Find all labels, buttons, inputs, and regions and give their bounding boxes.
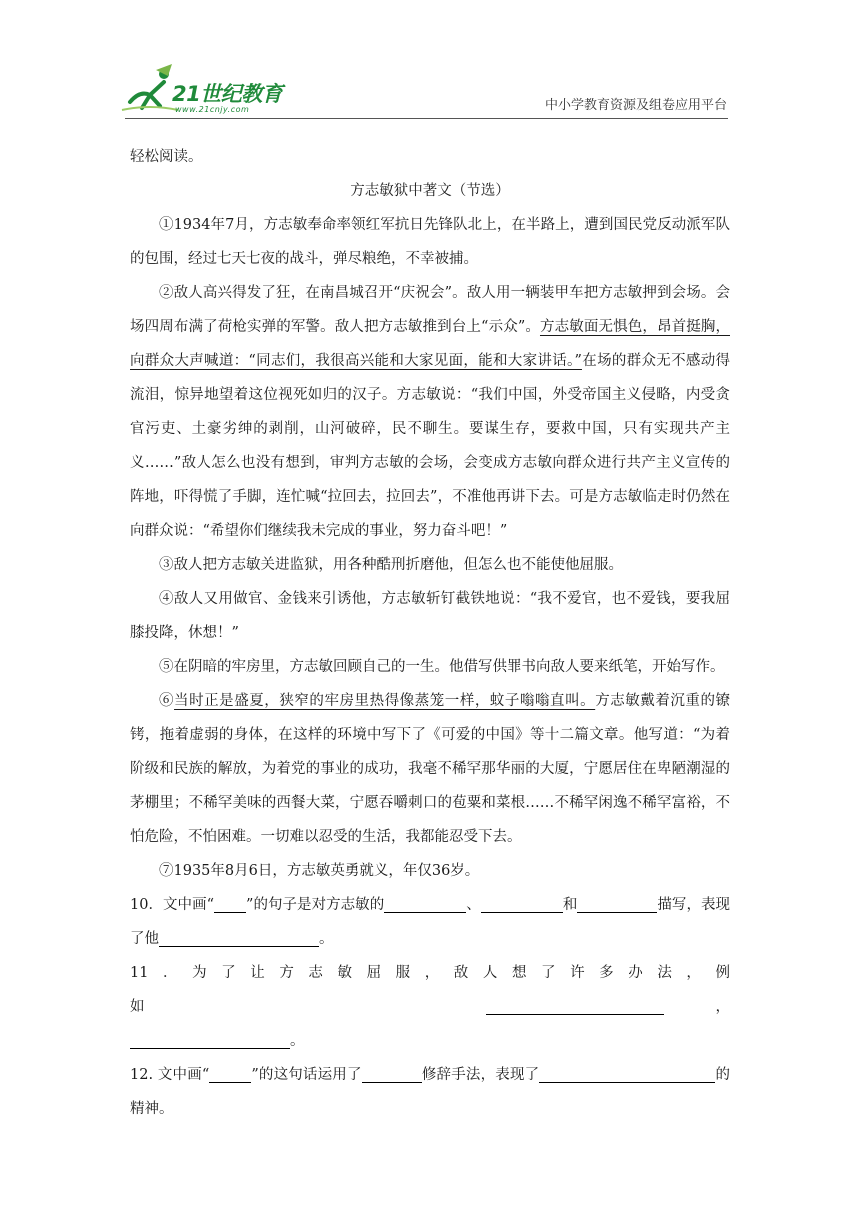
q12-blank-1[interactable]	[362, 1064, 422, 1083]
q10-sep-1: 、	[466, 897, 481, 913]
paragraph-2	[130, 276, 730, 548]
q11-blank-1[interactable]	[486, 996, 664, 1015]
q12-blank-2[interactable]	[539, 1064, 715, 1083]
q10-underline-sample	[214, 894, 246, 913]
q12-underline-sample	[209, 1064, 251, 1083]
q10-text-a: 10．文中画“	[130, 897, 215, 913]
q10-end: 。	[319, 931, 334, 947]
q12-text-a: 12. 文中画“	[130, 1067, 210, 1083]
logo-text: 21世纪教育	[172, 82, 283, 106]
paragraph-4: ④敌人又用做官、金钱来引诱他，方志敏斩钉截铁地说：“我不爱官，也不爱钱，要我屈膝投降，休想！”	[130, 591, 730, 641]
q10-blank-2[interactable]	[481, 894, 563, 913]
q11-end: 。	[290, 1033, 305, 1049]
intro-text: 轻松阅读。	[130, 149, 203, 165]
paragraph-6	[130, 684, 730, 854]
logo	[120, 60, 300, 115]
q12-text-d: 的精神。	[130, 1067, 731, 1117]
q10-text-b: ”的句子是对方志敏的	[246, 897, 385, 913]
q11-sep: ，	[664, 999, 730, 1015]
paragraph-7: ⑦1935年8月6日，方志敏英勇就义，年仅36岁。	[159, 863, 480, 879]
paragraph-2-text-b: 在场的群众无不感动得流泪，惊异地望着这位视死如归的汉子。方志敏说：“我们中国，外受帝国主义侵略，内受贪官污吏、土豪劣绅的剥削，山河破碎，民不聊生。要谋生存，要救中国，只有实现共产主义……”敌人怎么也没有想到，审判方志敏的会场，会变成方志敏向群众进行共产主义宣传的阵地，吓得慌了手脚，连忙喊“拉回去，拉回去”，不准他再讲下去。可是方志敏临走时仍然在向群众说：“希望你们继续我未完成的事业，努力奋斗吧！”	[130, 353, 730, 539]
underlined-sentence-1: 方志敏面无惧色，昂首挺胸，向群众大声喊道：“同志们，我很高兴能和大家见面，能和大家讲话。”	[130, 319, 730, 369]
paragraph-6-text: 方志敏戴着沉重的镣铐，拖着虚弱的身体，在这样的环境中写下了《可爱的中国》等十二篇文章。他写道：“为着阶级和民族的解放，为着党的事业的成功，我毫不稀罕那华丽的大厦，宁愿居住在卑陋潮湿的茅棚里；不稀罕美味的西餐大菜，宁愿吞嚼刺口的苞粟和菜根……不稀罕闲逸不稀罕富裕，不怕危险，不怕困难。一切难以忍受的生活，我都能忍受下去。	[130, 693, 731, 845]
paragraph-2-text-a: ②敌人高兴得发了狂，在南昌城召开“庆祝会”。敌人用一辆装甲车把方志敏押到会场。会场四周布满了荷枪实弹的军警。敌人把方志敏推到台上“示众”。	[130, 285, 730, 335]
platform-name: 中小学教育资源及组卷应用平台	[544, 98, 727, 113]
runner-logo-icon	[120, 60, 180, 115]
question-11	[130, 956, 730, 1058]
article-title: 方志敏狱中著文（节选）	[350, 183, 510, 199]
paragraph-5: ⑤在阴暗的牢房里，方志敏回顾自己的一生。他借写供罪书向敌人要来纸笔，开始写作。	[159, 659, 725, 675]
q10-blank-4[interactable]	[159, 928, 319, 947]
document-body	[130, 140, 730, 1126]
q11-blank-2[interactable]	[130, 1030, 290, 1049]
logo-url: www.21cnjy.com	[175, 105, 250, 114]
underlined-sentence-2: 当时正是盛夏，狭窄的牢房里热得像蒸笼一样，蚊子嗡嗡直叫。	[174, 693, 596, 709]
q10-sep-2: 和	[562, 897, 578, 913]
q12-text-c: 修辞手法，表现了	[421, 1067, 540, 1083]
q12-text-b: ”的这句话运用了	[251, 1067, 362, 1083]
question-12	[130, 1058, 730, 1126]
paragraph-6-num: ⑥	[159, 693, 175, 709]
question-10	[130, 888, 730, 956]
q10-text-c: 描写，表现了他	[130, 897, 731, 947]
q11-text: 11．为了让方志敏屈服，敌人想了许多办法，例如	[130, 965, 730, 1015]
q10-blank-3[interactable]	[577, 894, 657, 913]
header-divider	[125, 118, 728, 119]
q10-blank-1[interactable]	[384, 894, 466, 913]
page-header	[0, 0, 860, 125]
paragraph-1: ①1934年7月，方志敏奉命率领红军抗日先锋队北上，在半路上，遭到国民党反动派军队的包围，经过七天七夜的战斗，弹尽粮绝，不幸被捕。	[130, 217, 730, 267]
paragraph-3: ③敌人把方志敏关进监狱，用各种酷刑折磨他，但怎么也不能使他屈服。	[159, 557, 623, 573]
